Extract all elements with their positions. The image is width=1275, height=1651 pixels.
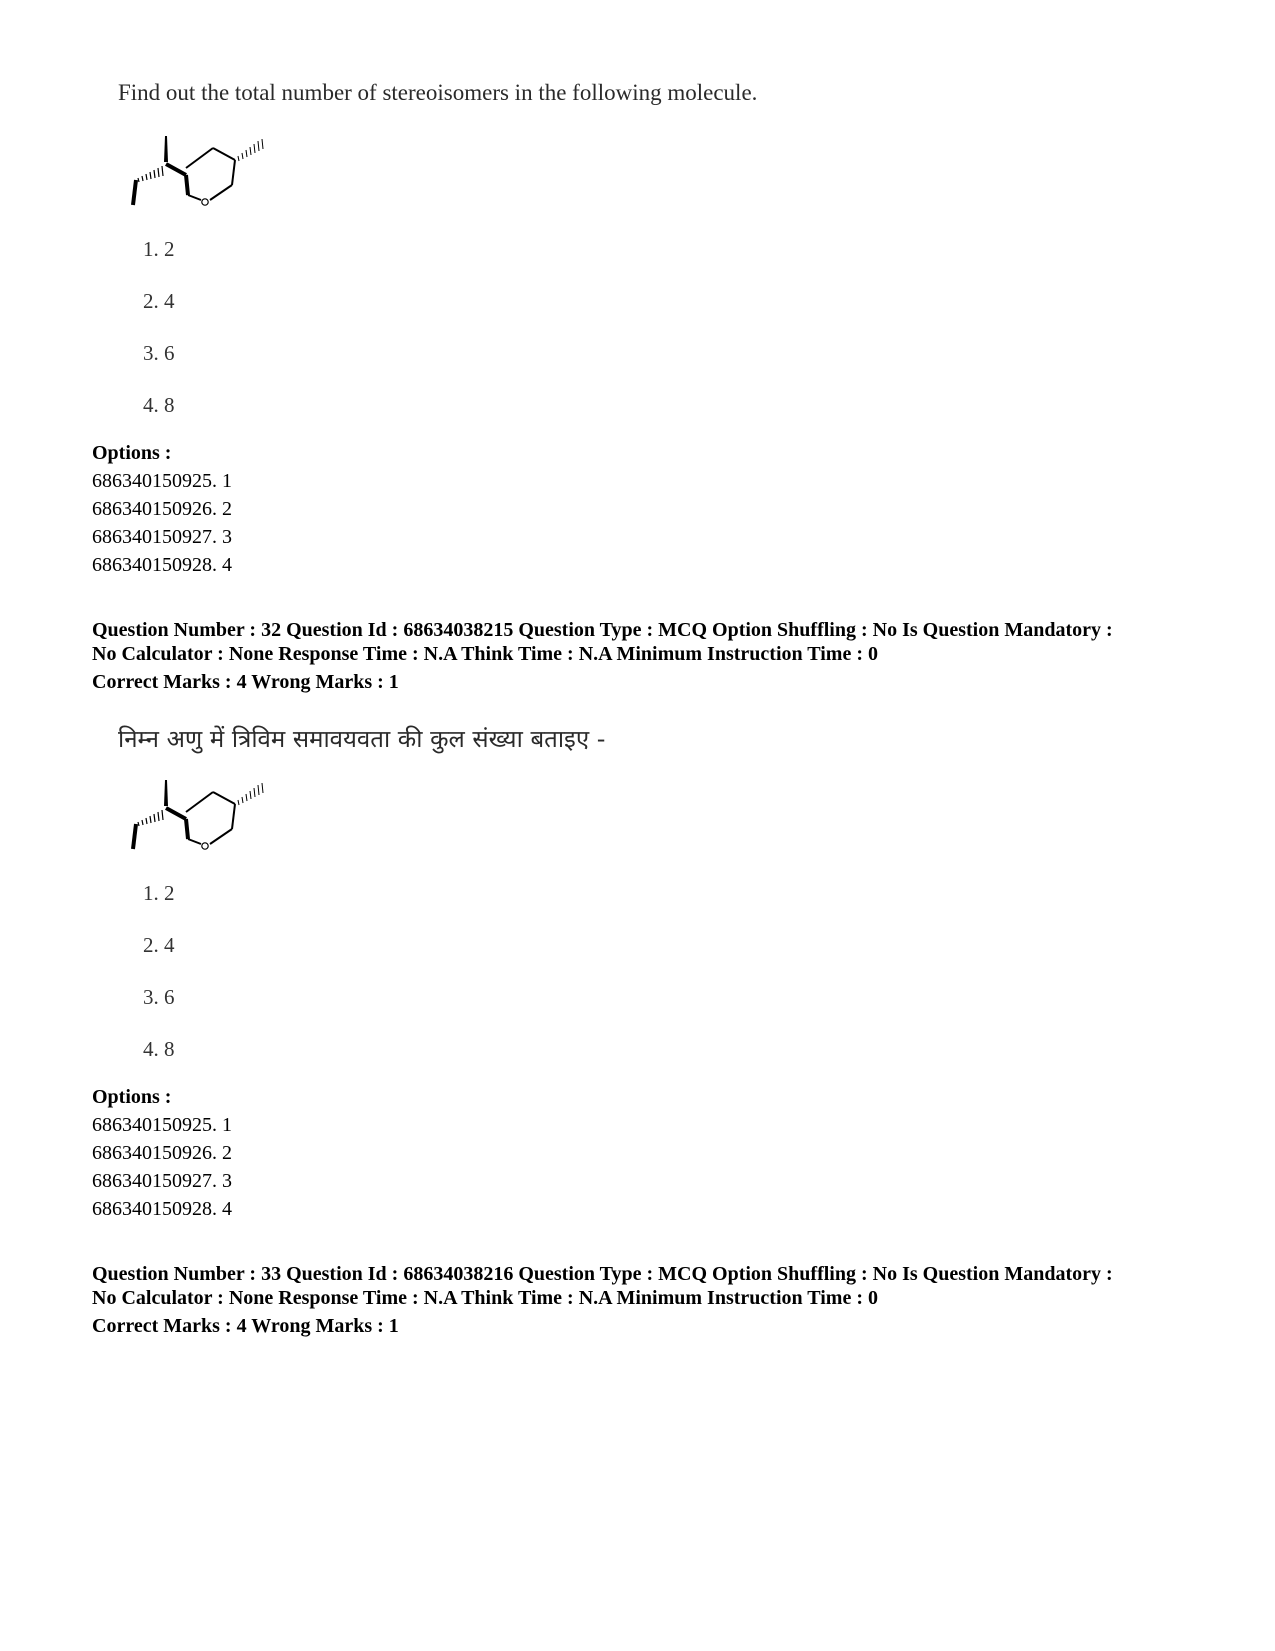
molecule-structure-image [128,774,278,859]
option-item: 686340150928. 4 [92,554,232,576]
question-text: निम्न अणु में त्रिविम समावयवता की कुल संख्या बताइए - [118,725,606,753]
option-item: 686340150925. 1 [92,1114,232,1136]
choice-item: 4. 8 [143,393,175,417]
option-item: 686340150926. 2 [92,1142,232,1164]
options-label: Options : [92,1086,172,1108]
question-meta-line: Question Number : 32 Question Id : 68634038215 Question Type : MCQ Option Shuffling : No Is Question Mandatory : [92,619,1113,641]
option-item: 686340150925. 1 [92,470,232,492]
question-text: Find out the total number of stereoisomers in the following molecule. [118,80,758,105]
marks-line: Correct Marks : 4 Wrong Marks : 1 [92,1315,399,1337]
marks-line: Correct Marks : 4 Wrong Marks : 1 [92,671,399,693]
choice-item: 1. 2 [143,881,175,905]
choice-item: 3. 6 [143,341,175,365]
question-meta-line: No Calculator : None Response Time : N.A Think Time : N.A Minimum Instruction Time : 0 [92,643,878,665]
choice-item: 4. 8 [143,1037,175,1061]
question-meta-line: No Calculator : None Response Time : N.A Think Time : N.A Minimum Instruction Time : 0 [92,1287,878,1309]
choice-item: 2. 4 [143,933,175,957]
options-list [92,467,232,579]
option-item: 686340150926. 2 [92,498,232,520]
option-item: 686340150927. 3 [92,1170,232,1192]
options-label: Options : [92,442,172,464]
options-list [92,1111,232,1223]
question-meta-line: Question Number : 33 Question Id : 68634038216 Question Type : MCQ Option Shuffling : No Is Question Mandatory : [92,1263,1113,1285]
question-header [92,618,1113,694]
choice-item: 1. 2 [143,237,175,261]
option-item: 686340150928. 4 [92,1198,232,1220]
question-header [92,1262,1113,1338]
choice-item: 3. 6 [143,985,175,1009]
choice-item: 2. 4 [143,289,175,313]
option-item: 686340150927. 3 [92,526,232,548]
molecule-structure-image [128,130,278,215]
